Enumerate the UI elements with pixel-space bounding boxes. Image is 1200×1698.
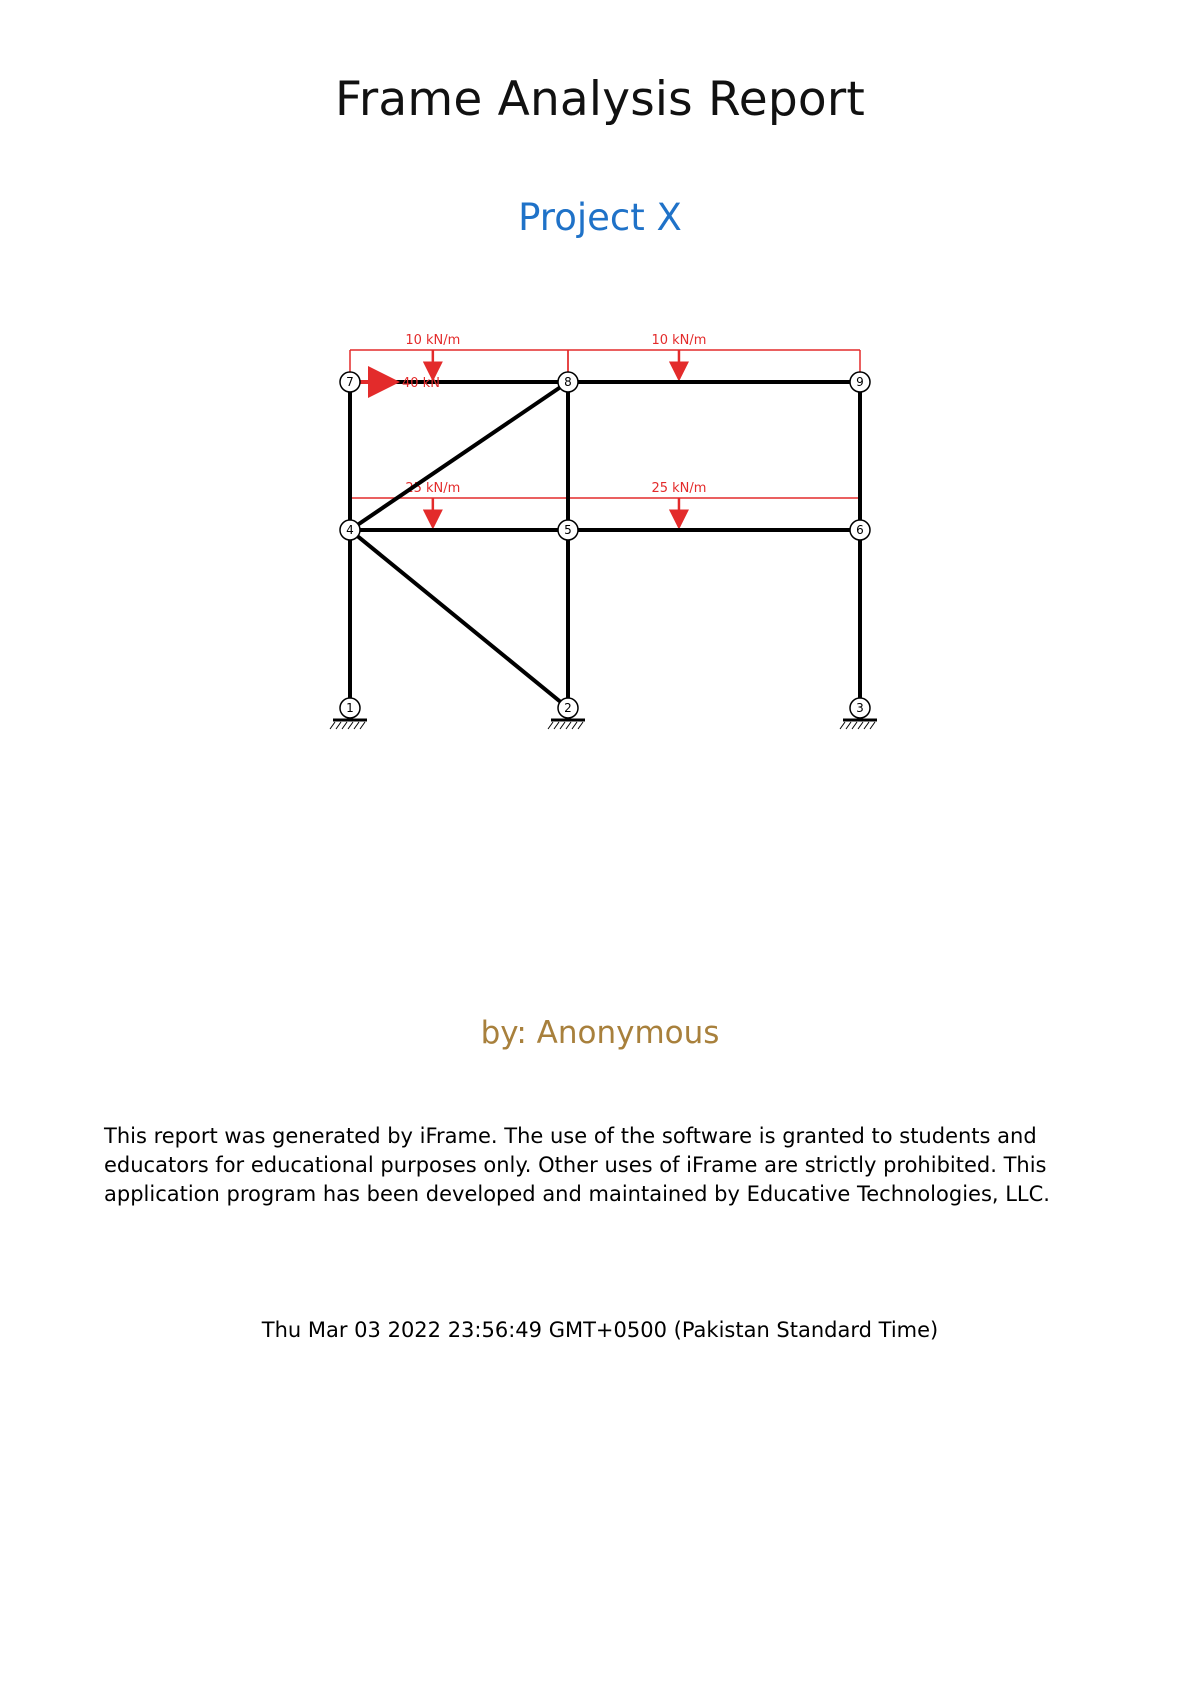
node-label: 7 <box>346 375 354 389</box>
support-hatch <box>360 722 365 729</box>
support-hatch <box>548 722 553 729</box>
frame-member <box>350 530 568 708</box>
disclaimer-paragraph <box>104 1122 1050 1209</box>
frame-diagram <box>0 0 1200 800</box>
support-hatch <box>342 722 347 729</box>
disclaimer-line: educators for educational purposes only. Other uses of iFrame are strictly prohibited. This <box>104 1153 1047 1177</box>
support-hatch <box>554 722 559 729</box>
author-line: by: Anonymous <box>480 1015 720 1051</box>
distributed-load-label: 25 kN/m <box>651 481 707 496</box>
support-hatch <box>864 722 869 729</box>
node-label: 5 <box>564 523 572 537</box>
node-label: 8 <box>564 375 572 389</box>
support-hatch <box>330 722 335 729</box>
node-label: 1 <box>346 701 354 715</box>
support-hatch <box>354 722 359 729</box>
support-hatch <box>348 722 353 729</box>
report-title: Frame Analysis Report <box>335 72 865 127</box>
node-label: 2 <box>564 701 572 715</box>
node-label: 9 <box>856 375 864 389</box>
distributed-load-label: 25 kN/m <box>405 481 461 496</box>
support-hatch <box>572 722 577 729</box>
node-label: 3 <box>856 701 864 715</box>
support-hatch <box>840 722 845 729</box>
support-hatch <box>560 722 565 729</box>
support-hatch <box>870 722 875 729</box>
distributed-load-label: 10 kN/m <box>651 333 707 348</box>
support-hatch <box>336 722 341 729</box>
node-label: 6 <box>856 523 864 537</box>
project-name: Project X <box>518 196 682 239</box>
support-hatch <box>566 722 571 729</box>
node-label: 4 <box>346 523 354 537</box>
support-hatch <box>852 722 857 729</box>
frame-member <box>350 382 568 530</box>
support-hatch <box>578 722 583 729</box>
report-timestamp: Thu Mar 03 2022 23:56:49 GMT+0500 (Pakistan Standard Time) <box>261 1318 939 1342</box>
disclaimer-line: application program has been developed and maintained by Educative Technologies, LLC. <box>104 1182 1050 1206</box>
point-load-label: 40 kN <box>402 376 440 391</box>
support-hatch <box>858 722 863 729</box>
support-hatch <box>846 722 851 729</box>
disclaimer-line: This report was generated by iFrame. The use of the software is granted to students and <box>104 1124 1037 1148</box>
distributed-load-label: 10 kN/m <box>405 333 461 348</box>
